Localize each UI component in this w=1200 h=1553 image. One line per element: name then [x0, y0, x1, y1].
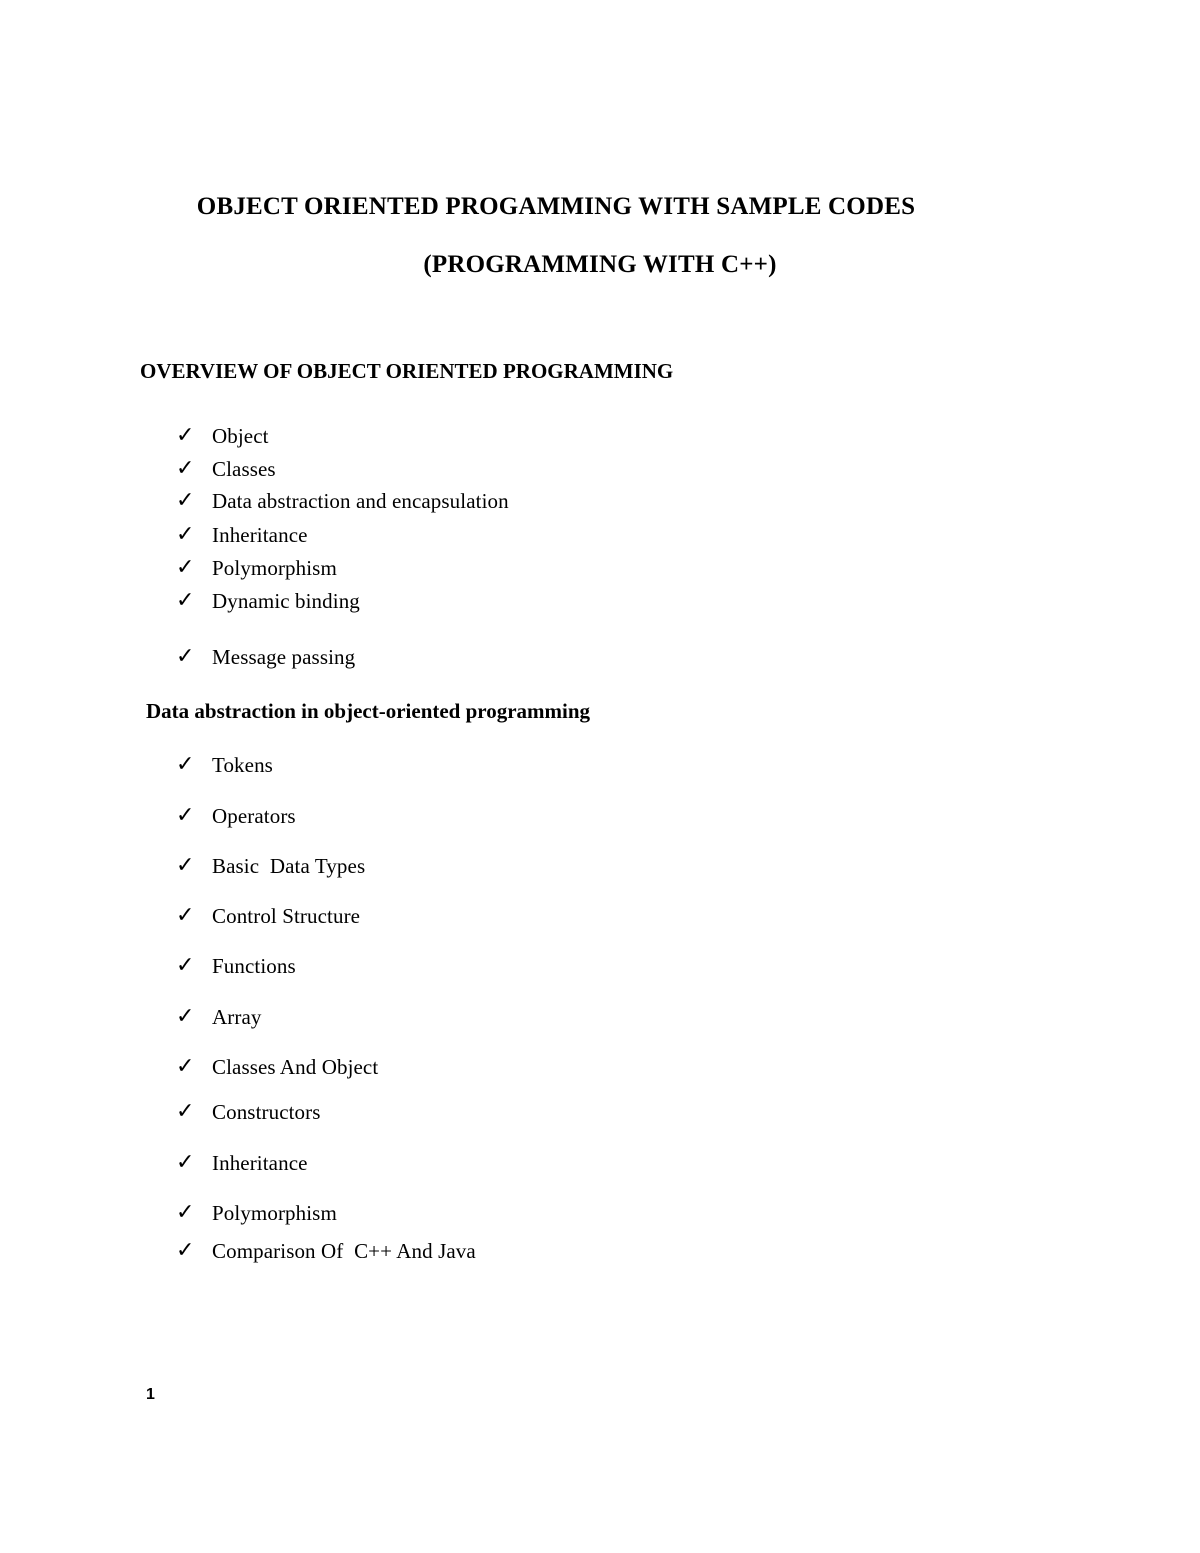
list-item: [176, 751, 273, 779]
list-item: [176, 1003, 261, 1031]
list-item-label: Dynamic binding: [212, 588, 360, 613]
checkmark-icon: ✓: [176, 803, 195, 828]
checkmark-icon: ✓: [176, 1200, 195, 1225]
list-item: [176, 1149, 308, 1177]
list-item-label: Inheritance: [212, 1150, 308, 1175]
list-item: [176, 422, 269, 450]
checkmark-icon: ✓: [176, 853, 195, 878]
list-item: [176, 521, 308, 549]
list-item: [176, 1199, 337, 1227]
list-item-label: Functions: [212, 953, 296, 978]
checkmark-icon: ✓: [176, 953, 195, 978]
list-item-label: Inheritance: [212, 522, 308, 547]
list-item: [176, 1053, 378, 1081]
checkmark-icon: ✓: [176, 1099, 195, 1124]
checkmark-icon: ✓: [176, 488, 195, 513]
checkmark-icon: ✓: [176, 588, 195, 613]
list-item-label: Message passing: [212, 644, 356, 669]
list-item: [176, 1237, 476, 1265]
list-item: [176, 554, 337, 582]
checkmark-icon: ✓: [176, 1238, 195, 1263]
page-number: 1: [146, 1386, 155, 1403]
checkmark-icon: ✓: [176, 752, 195, 777]
list-item-label: Array: [212, 1004, 262, 1029]
list-item: [176, 587, 360, 615]
list-item-label: Comparison Of C++ And Java: [212, 1238, 476, 1263]
document-subtitle: (PROGRAMMING WITH C++): [423, 251, 777, 278]
checkmark-icon: ✓: [176, 423, 195, 448]
checkmark-icon: ✓: [176, 555, 195, 580]
checkmark-icon: ✓: [176, 1054, 195, 1079]
checkmark-icon: ✓: [176, 644, 195, 669]
list-item-label: Tokens: [212, 752, 273, 777]
list-item-label: Polymorphism: [212, 1200, 337, 1225]
section-heading-data-abstraction: Data abstraction in object-oriented programming: [146, 699, 591, 723]
list-item: [176, 802, 296, 830]
list-item-label: Control Structure: [212, 903, 361, 928]
list-item-label: Data abstraction and encapsulation: [212, 488, 509, 513]
list-item-label: Constructors: [212, 1099, 321, 1124]
list-item: [176, 902, 360, 930]
list-item: [176, 952, 296, 980]
checkmark-icon: ✓: [176, 1150, 195, 1175]
list-item: [176, 487, 509, 515]
checkmark-icon: ✓: [176, 522, 195, 547]
list-item-label: Object: [212, 423, 269, 448]
checkmark-icon: ✓: [176, 1004, 195, 1029]
section-heading-overview: OVERVIEW OF OBJECT ORIENTED PROGRAMMING: [140, 359, 674, 383]
list-item-label: Basic Data Types: [212, 853, 366, 878]
list-item-label: Classes And Object: [212, 1054, 379, 1079]
list-item: [176, 852, 365, 880]
document-title: OBJECT ORIENTED PROGAMMING WITH SAMPLE CODES: [196, 193, 916, 220]
list-item-label: Classes: [212, 456, 276, 481]
list-item: [176, 455, 276, 483]
list-item-label: Operators: [212, 803, 296, 828]
checkmark-icon: ✓: [176, 456, 195, 481]
checkmark-icon: ✓: [176, 903, 195, 928]
list-item: [176, 1098, 321, 1126]
list-item: [176, 643, 355, 671]
list-item-label: Polymorphism: [212, 555, 337, 580]
